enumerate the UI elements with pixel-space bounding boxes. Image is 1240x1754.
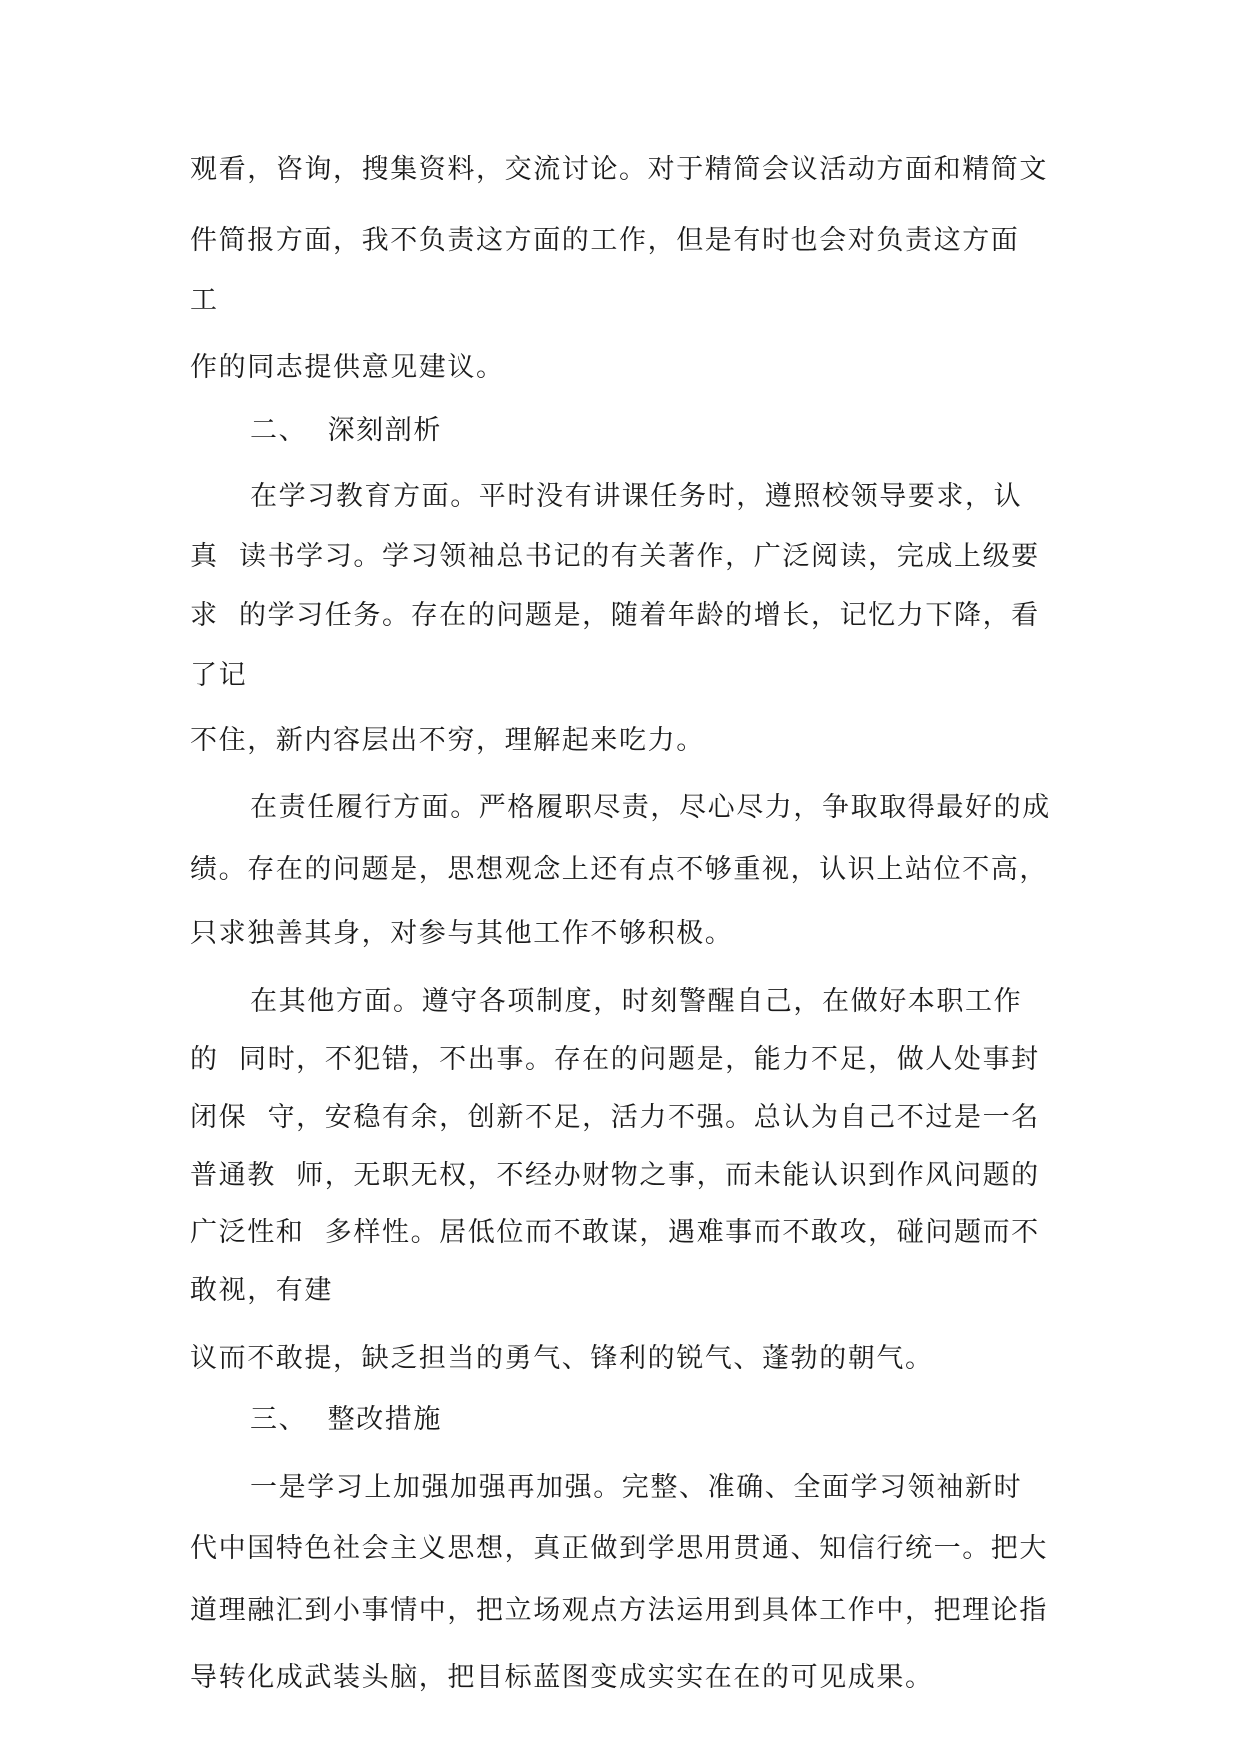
section-heading: 二、 深刻剖析: [250, 415, 442, 446]
paragraph-first-line: 一是学习上加强加强再加强。完整、准确、全面学习领袖新时: [250, 1472, 1023, 1503]
text-line: 只求独善其身，对参与其他工作不够积极。: [190, 918, 734, 949]
text-line: 道理融汇到小事情中，把立场观点方法运用到具体工作中，把理论指: [190, 1595, 1048, 1626]
text-line: 的 同时，不犯错，不出事。存在的问题是，能力不足，做人处事封: [190, 1044, 1040, 1075]
text-line: 敢视，有建: [190, 1275, 333, 1306]
text-line: 作的同志提供意见建议。: [190, 352, 505, 383]
text-line: 闭保 守，安稳有余，创新不足，活力不强。总认为自己不过是一名: [190, 1102, 1040, 1133]
text-line: 导转化成武装头脑，把目标蓝图变成实实在在的可见成果。: [190, 1662, 934, 1693]
text-line: 普通教 师，无职无权，不经办财物之事，而未能认识到作风问题的: [190, 1160, 1040, 1191]
text-line: 代中国特色社会主义思想，真正做到学思用贯通、知信行统一。把大: [190, 1533, 1048, 1564]
paragraph-first-line: 在学习教育方面。平时没有讲课任务时，遵照校领导要求，认: [250, 481, 1023, 512]
text-line: 了记: [190, 660, 248, 691]
text-line: 广泛性和 多样性。居低位而不敢谋，遇难事而不敢攻，碰问题而不: [190, 1217, 1040, 1248]
text-line: 工: [190, 285, 219, 316]
text-line: 绩。存在的问题是，思想观念上还有点不够重视，认识上站位不高，: [190, 854, 1048, 885]
text-line: 观看，咨询，搜集资料，交流讨论。对于精简会议活动方面和精简文: [190, 154, 1048, 185]
text-line: 议而不敢提，缺乏担当的勇气、锋利的锐气、蓬勃的朝气。: [190, 1343, 934, 1374]
text-line: 求 的学习任务。存在的问题是，随着年龄的增长，记忆力下降，看: [190, 600, 1040, 631]
text-line: 不住，新内容层出不穷，理解起来吃力。: [190, 725, 705, 756]
paragraph-first-line: 在责任履行方面。严格履职尽责，尽心尽力，争取取得最好的成: [250, 792, 1051, 823]
text-line: 真 读书学习。学习领袖总书记的有关著作，广泛阅读，完成上级要: [190, 541, 1040, 572]
section-heading: 三、 整改措施: [250, 1404, 442, 1435]
paragraph-first-line: 在其他方面。遵守各项制度，时刻警醒自己，在做好本职工作: [250, 986, 1023, 1017]
text-line: 件简报方面，我不负责这方面的工作，但是有时也会对负责这方面: [190, 225, 1020, 256]
